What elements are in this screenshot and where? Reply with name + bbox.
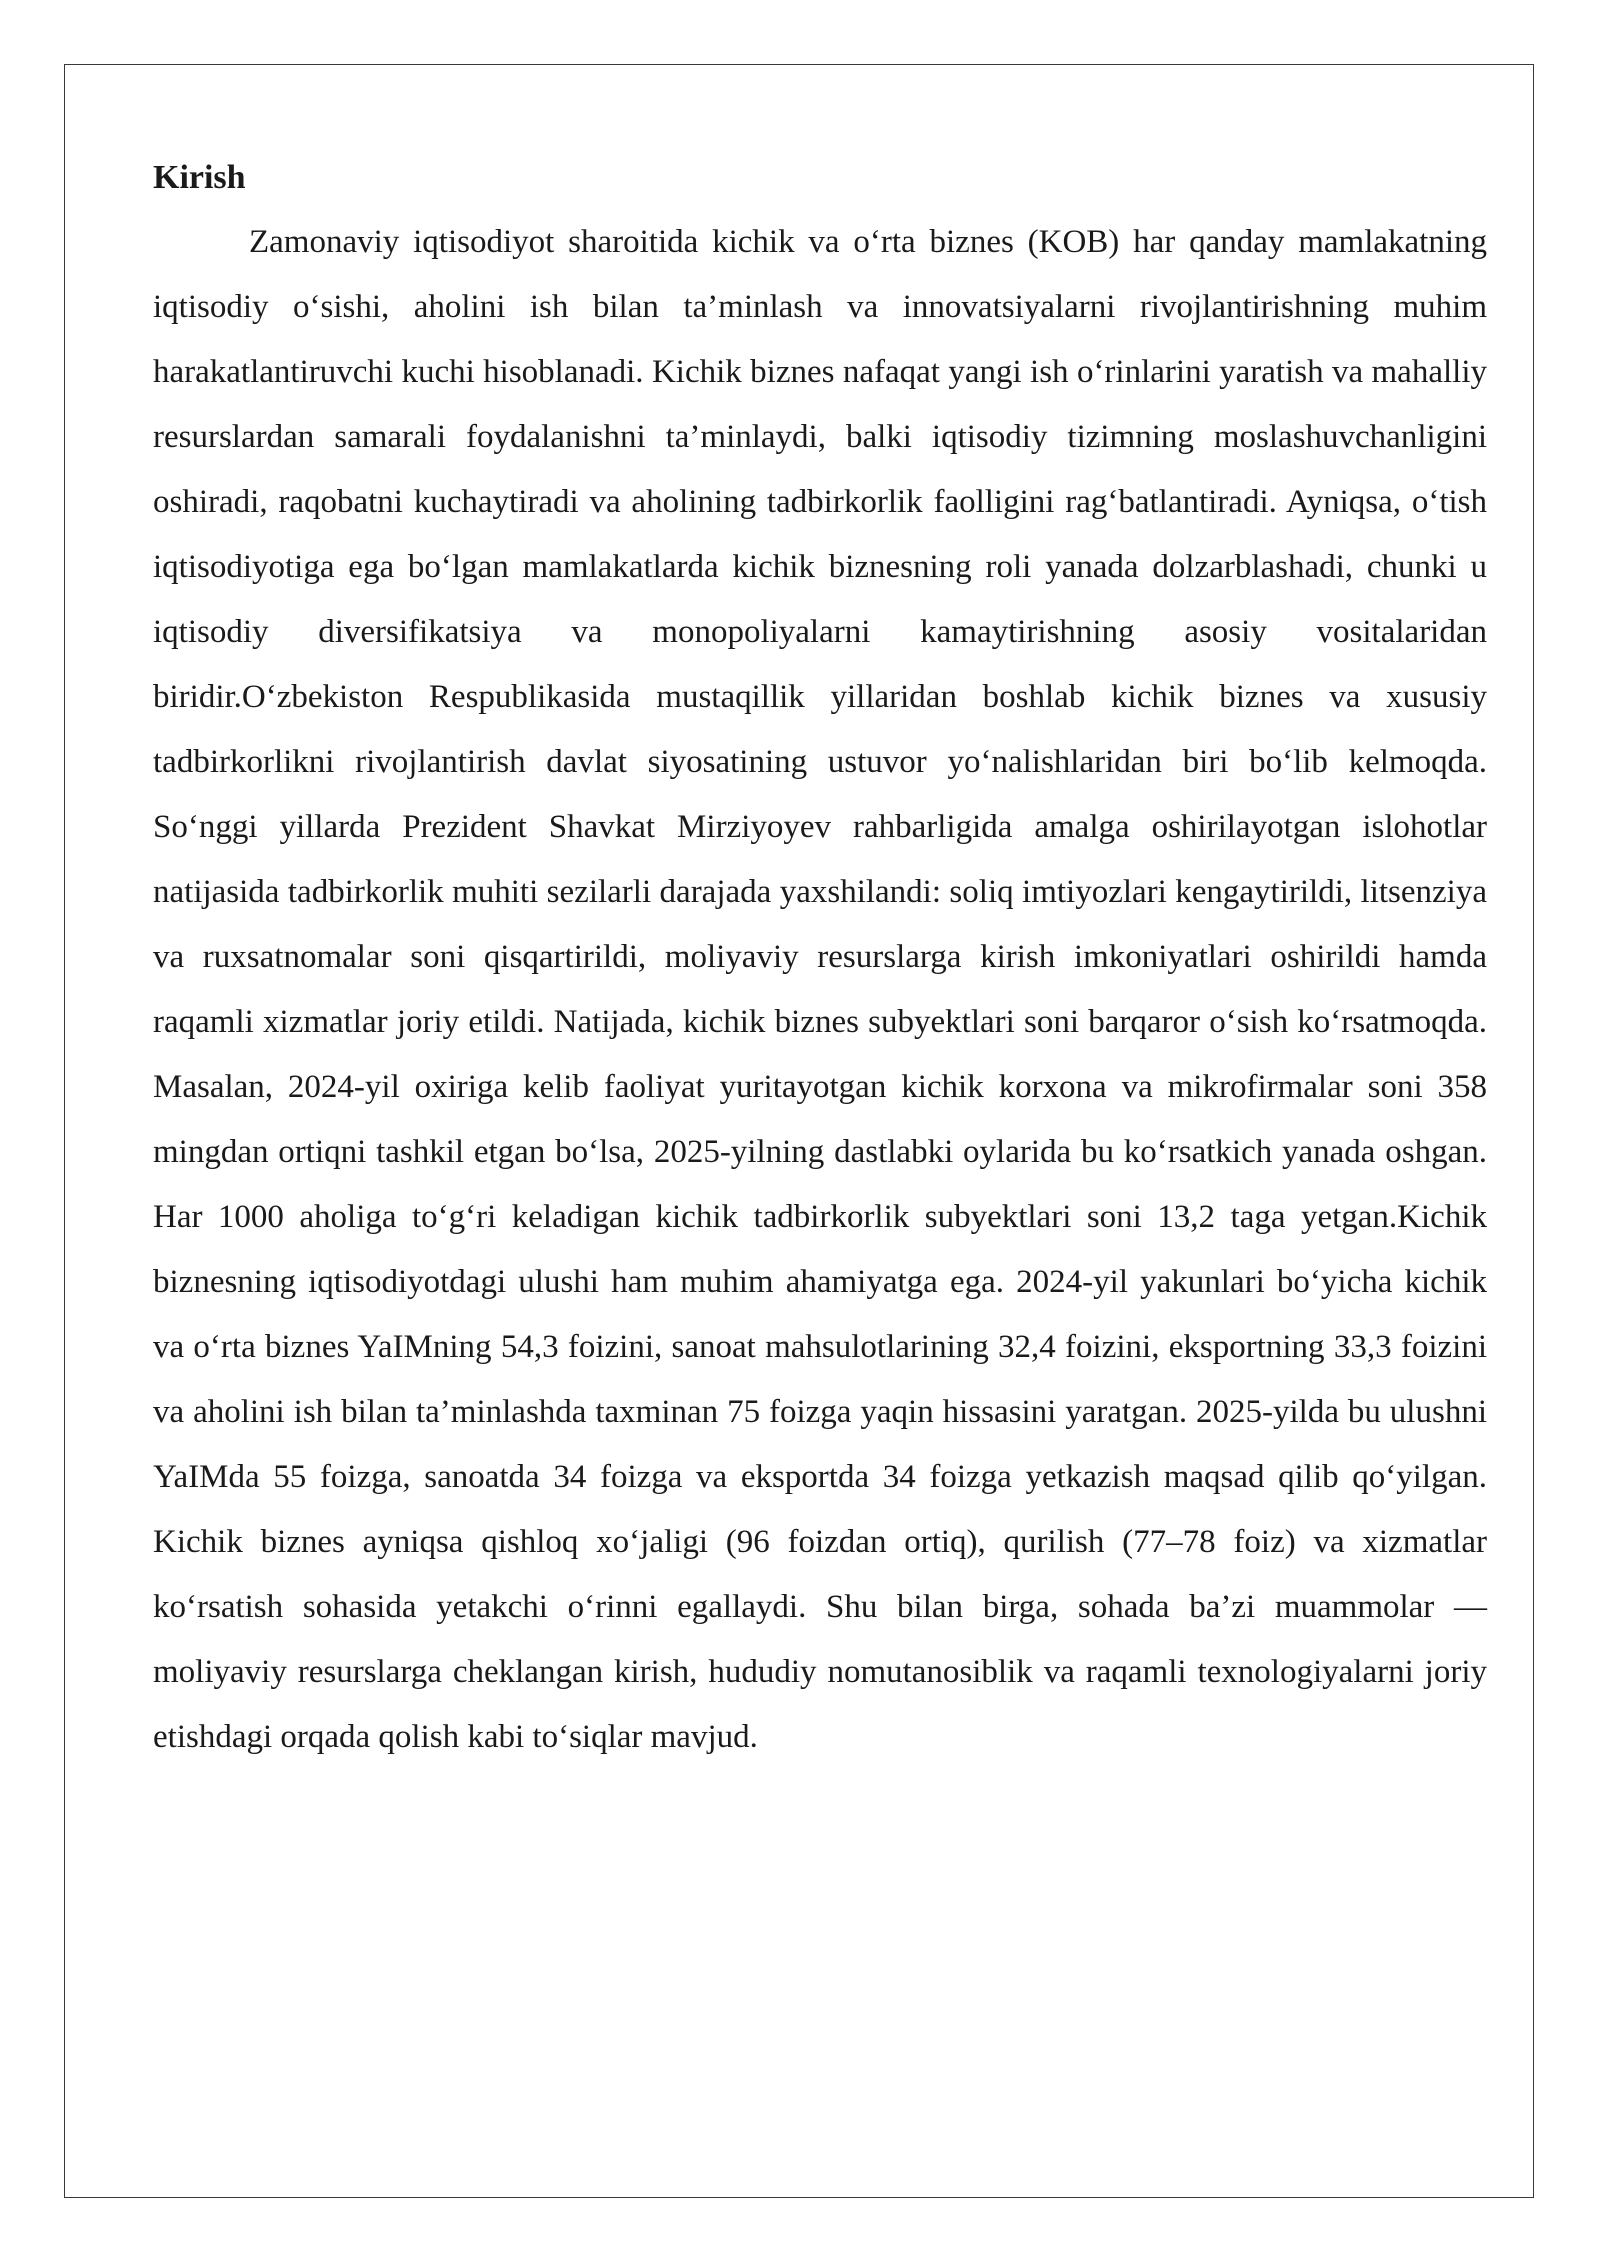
- section-heading: Kirish: [153, 159, 246, 196]
- body-paragraph: Zamonaviy iqtisodiyot sharoitida kichik va o‘rta biznes (KOB) har qanday mamlakatning iqtisodiy o‘sishi, aholini ish bilan ta’minlash va innovatsiyalarni rivojlantirishning muhim harakatlantiruvchi kuchi hisoblanadi. Kichik biznes nafaqat yangi ish o‘rinlarini yaratish va mahalliy resurslardan samarali foydalanishni ta’minlaydi, balki iqtisodiy tizimning moslashuvchanligini oshiradi, raqobatni kuchaytiradi va aholining tadbirkorlik faolligini rag‘batlantiradi. Ayniqsa, o‘tish iqtisodiyotiga ega bo‘lgan mamlakatlarda kichik biznesning roli yanada dolzarblashadi, chunki u iqtisodiy diversifikatsiya va monopoliyalarni kamaytirishning asosiy vositalaridan biridir.O‘zbekiston Respublikasida mustaqillik yillaridan boshlab kichik biznes va xususiy tadbirkorlikni rivojlantirish davlat siyosatining ustuvor yo‘nalishlaridan biri bo‘lib kelmoqda. So‘nggi yillarda Prezident Shavkat Mirziyoyev rahbarligida amalga oshirilayotgan islohotlar natijasida tadbirkorlik muhiti sezilarli darajada yaxshilandi: soliq imtiyozlari kengaytirildi, litsenziya va ruxsatnomalar soni qisqartirildi, moliyaviy resurslarga kirish imkoniyatlari oshirildi hamda raqamli xizmatlar joriy etildi. Natijada, kichik biznes subyektlari soni barqaror o‘sish ko‘rsatmoqda. Masalan, 2024-yil oxiriga kelib faoliyat yuritayotgan kichik korxona va mikrofirmalar soni 358 mingdan ortiqni tashkil etgan bo‘lsa, 2025-yilning dastlabki oylarida bu ko‘rsatkich yanada oshgan. Har 1000 aholiga to‘g‘ri keladigan kichik tadbirkorlik subyektlari soni 13,2 taga yetgan.Kichik biznesning iqtisodiyotdagi ulushi ham muhim ahamiyatga ega. 2024-yil yakunlari bo‘yicha kichik va o‘rta biznes YaIMning 54,3 foizini, sanoat mahsulotlarining 32,4 foizini, eksportning 33,3 foizini va aholini ish bilan ta’minlashda taxminan 75 foizga yaqin hissasini yaratgan. 2025-yilda bu ulushni YaIMda 55 foizga, sanoatda 34 foizga va eksportda 34 foizga yetkazish maqsad qilib qo‘yilgan. Kichik biznes ayniqsa qishloq xo‘jaligi (96 foizdan ortiq), qurilish (77–78 foiz) va xizmatlar ko‘rsatish sohasida yetakchi o‘rinni egallaydi. Shu bilan birga, sohada ba’zi muammolar — moliyaviy resurslarga cheklangan kirish, hududiy nomutanosiblik va raqamli texnologiyalarni joriy etishdagi orqada qolish kabi to‘siqlar mavjud.: [153, 224, 1487, 1755]
- document-body: [153, 145, 1487, 1770]
